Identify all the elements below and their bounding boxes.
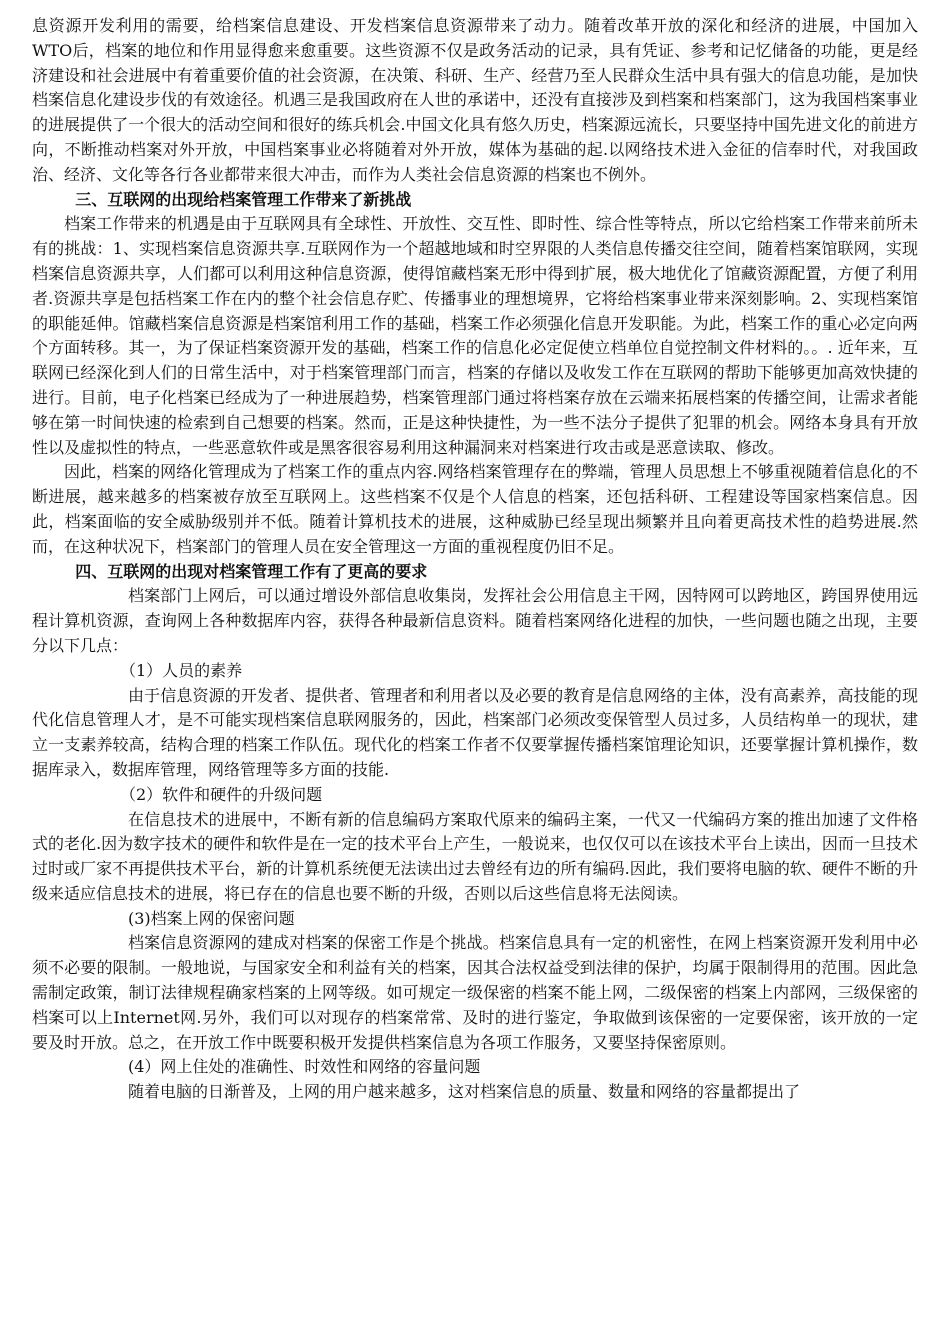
paragraph-section-4-intro: 档案部门上网后，可以通过增设外部信息收集岗，发挥社会公用信息主干网，因特网可以跨地区，跨国界使用远程计算机资源，查询网上各种数据库内容，获得各种最新信息资料。随着档案网络化进程的加快，一些问题也随之出现，主要分以下几点： — [32, 586, 918, 655]
paragraph-section-3-b: 因此，档案的网络化管理成为了档案工作的重点内容.网络档案管理存在的弊端，管理人员思想上不够重视随着信息化的不断进展，越来越多的档案被存放至互联网上。这些档案不仅是个人信息的档案，还包括科研、工程建设等国家档案信息。因此，档案面临的安全威胁级别并不低。随着计算机技术的进展，这种威胁已经呈现出频繁并且向着更高技术性的趋势进展.然而，在这种状况下，档案部门的管理人员在安全管理这一方面的重视程度仍旧不足。 — [32, 462, 918, 556]
paragraph-software-hardware: 在信息技术的进展中，不断有新的信息编码方案取代原来的编码主案，一代又一代编码方案的推出加速了文件格式的老化.因为数字技术的硬件和软件是在一定的技术平台上产生，一般说来，也仅仅可以在该技术平台上读出，因而一旦技术过时或厂家不再提供技术平台，新的计算机系统便无法读出过去曾经有边的所有编码.因此，我们要将电脑的软、硬件不断的升级来适应信息技术的进展，将已存在的信息也要不断的升级，否则以后这些信息将无法阅读。 — [32, 809, 918, 903]
document-page — [32, 14, 918, 1105]
section-heading-4: 四、互联网的出现对档案管理工作有了更高的要求 — [75, 561, 428, 581]
paragraph-section-3-a: 档案工作带来的机遇是由于互联网具有全球性、开放性、交互性、即时性、综合性等特点，所以它给档案工作带来前所未有的挑战：1、实现档案信息资源共享.互联网作为一个超越地域和时空界限的人类信息传播交往空间，随着档案馆联网，实现档案信息资源共享，人们都可以利用这种信息资源，使得馆藏档案无形中得到扩展，极大地优化了馆藏资源配置，方便了利用者.资源共享是包括档案工作在内的整个社会信息存贮、传播事业的理想境界，它将给档案事业带来深刻影响。2、实现档案馆的职能延伸。馆藏档案信息资源是档案馆利用工作的基础，档案工作必须强化信息开发职能。为此，档案工作的重心必定向两个方面转移。其一，为了保证档案资源开发的基础，档案工作的信息化必定促使立档单位自觉控制文件材料的。。. 近年来，互联网已经深化到人们的日常生活中，对于档案管理部门而言，档案的存储以及收发工作在互联网的帮助下能够更加高效快捷的进行。目前，电子化档案已经成为了一种进展趋势，档案管理部门通过将档案存放在云端来拓展档案的传播空间，让需求者能够在第一时间快速的检索到自己想要的档案。然而，正是这种快捷性，为一些不法分子提供了犯罪的机会。网络本身具有开放性以及虚拟性的特点，一些恶意软件或是黑客很容易利用这种漏洞来对档案进行攻击或是恶意读取、修改。 — [32, 214, 918, 457]
paragraph-confidentiality: 档案信息资源网的建成对档案的保密工作是个挑战。档案信息具有一定的机密性，在网上档案资源开发利用中必须不必要的限制。一般地说，与国家安全和利益有关的档案，因其合法权益受到法律的保护，均属于限制得用的范围。因此急需制定政策，制订法律规程确家档案的上网等级。如可规定一级保密的档案不能上网，二级保密的档案上内部网，三级保密的档案可以上Internet网.另外，我们可以对现存的档案常常、及时的进行鉴定，争取做到该保密的一定要保密，该开放的一定要及时开放。总之，在开放工作中既要积极开发提供档案信息为各项工作服务，又要坚持保密原则。 — [32, 933, 918, 1052]
subheading-software-hardware: （2）软件和硬件的升级问题 — [120, 784, 323, 804]
paragraph-accuracy-capacity: 随着电脑的日渐普及，上网的用户越来越多，这对档案信息的质量、数量和网络的容量都提出了 — [128, 1082, 801, 1102]
section-heading-3: 三、互联网的出现给档案管理工作带来了新挑战 — [75, 189, 412, 209]
paragraph-opening: 息资源开发利用的需要，给档案信息建设、开发档案信息资源带来了动力。随着改革开放的深化和经济的进展，中国加入WTO后，档案的地位和作用显得愈来愈重要。这些资源不仅是政务活动的记录，具有凭证、参考和记忆储备的功能，更是经济建设和社会进展中有着重要价值的社会资源，在决策、科研、生产、经营乃至人民群众生活中具有强大的信息功能，是加快档案信息化建设步伐的有效途径。机遇三是我国政府在人世的承诺中，还没有直接涉及到档案和档案部门，这为我国档案事业的进展提供了一个很大的活动空间和很好的练兵机会.中国文化具有悠久历史，档案源远流长，只要坚持中国先进文化的前进方向，不断推动档案对外开放，中国档案事业必将随着对外开放，媒体为基础的起.以网络技术进入金征的信奉时代，对我国政治、经济、文化等各行各业都带来很大冲击，而作为人类社会信息资源的档案也不例外。 — [32, 16, 918, 184]
subheading-accuracy-capacity: (4）网上住处的准确性、时效性和网络的容量问题 — [128, 1057, 481, 1077]
subheading-personnel-quality: （1）人员的素养 — [120, 660, 243, 680]
subheading-confidentiality: (3)档案上网的保密问题 — [128, 908, 295, 928]
paragraph-personnel-quality: 由于信息资源的开发者、提供者、管理者和利用者以及必要的教育是信息网络的主体，没有高素养，高技能的现代化信息管理人才，是不可能实现档案信息联网服务的，因此，档案部门必须改变保管型人员过多，人员结构单一的现状，建立一支素养较高，结构合理的档案工作队伍。现代化的档案工作者不仅要掌握传播档案馆理论知识，还要掌握计算机操作，数据库录入，数据库管理，网络管理等多方面的技能. — [32, 685, 918, 779]
